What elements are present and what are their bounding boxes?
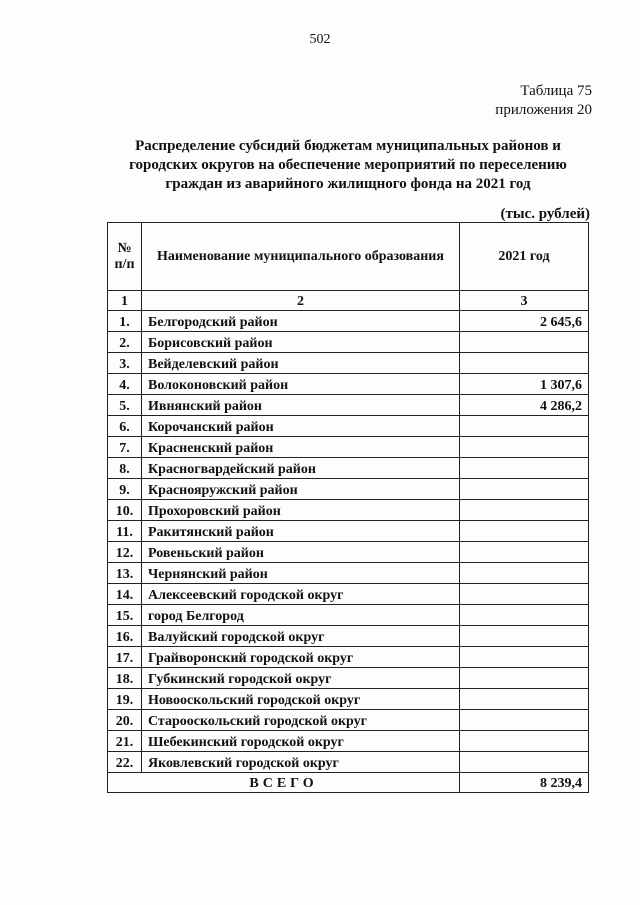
municipality-name: Вейделевский район	[142, 353, 460, 374]
row-number: 14.	[108, 584, 142, 605]
subsidy-value	[460, 668, 589, 689]
header-name: Наименование муниципального образования	[142, 223, 460, 291]
row-number: 11.	[108, 521, 142, 542]
municipality-name: Краснояружский район	[142, 479, 460, 500]
table-row	[108, 353, 589, 374]
subsidy-value	[460, 710, 589, 731]
row-number: 17.	[108, 647, 142, 668]
row-number: 15.	[108, 605, 142, 626]
municipality-name: Новооскольский городской округ	[142, 689, 460, 710]
header-num: № п/п	[108, 223, 142, 291]
row-number: 16.	[108, 626, 142, 647]
table-row	[108, 752, 589, 773]
table-label-line2: приложения 20	[495, 102, 592, 118]
table-row	[108, 521, 589, 542]
table-row	[108, 542, 589, 563]
table-row	[108, 710, 589, 731]
subsidy-value	[460, 479, 589, 500]
municipality-name: Ракитянский район	[142, 521, 460, 542]
table-row	[108, 374, 589, 395]
municipality-name: Яковлевский городской округ	[142, 752, 460, 773]
subsidy-value	[460, 731, 589, 752]
column-number: 1	[108, 291, 142, 311]
subsidy-table	[107, 222, 589, 793]
subsidy-value	[460, 626, 589, 647]
total-label: ВСЕГО	[108, 773, 460, 793]
municipality-name: Шебекинский городской округ	[142, 731, 460, 752]
subsidy-value	[460, 416, 589, 437]
subsidy-value	[460, 500, 589, 521]
table-row	[108, 437, 589, 458]
municipality-name: Грайворонский городской округ	[142, 647, 460, 668]
subsidy-value: 1 307,6	[460, 374, 589, 395]
column-number: 3	[460, 291, 589, 311]
row-number: 12.	[108, 542, 142, 563]
municipality-name: Красненский район	[142, 437, 460, 458]
municipality-name: Белгородский район	[142, 311, 460, 332]
municipality-name: Прохоровский район	[142, 500, 460, 521]
table-row	[108, 689, 589, 710]
subsidy-value: 4 286,2	[460, 395, 589, 416]
municipality-name: Чернянский район	[142, 563, 460, 584]
row-number: 8.	[108, 458, 142, 479]
column-number: 2	[142, 291, 460, 311]
table-row	[108, 626, 589, 647]
table-row	[108, 416, 589, 437]
municipality-name: Красногвардейский район	[142, 458, 460, 479]
row-number: 19.	[108, 689, 142, 710]
subsidy-value	[460, 647, 589, 668]
municipality-name: Старооскольский городской округ	[142, 710, 460, 731]
subsidy-value	[460, 332, 589, 353]
row-number: 21.	[108, 731, 142, 752]
subsidy-value	[460, 563, 589, 584]
table-label-line1: Таблица 75	[520, 83, 592, 99]
row-number: 5.	[108, 395, 142, 416]
subsidy-value	[460, 605, 589, 626]
row-number: 6.	[108, 416, 142, 437]
row-number: 2.	[108, 332, 142, 353]
table-row	[108, 563, 589, 584]
municipality-name: Волоконовский район	[142, 374, 460, 395]
subsidy-value	[460, 542, 589, 563]
total-value: 8 239,4	[460, 773, 589, 793]
subsidy-value	[460, 353, 589, 374]
subsidy-value: 2 645,6	[460, 311, 589, 332]
municipality-name: Корочанский район	[142, 416, 460, 437]
row-number: 7.	[108, 437, 142, 458]
table-row	[108, 395, 589, 416]
municipality-name: Губкинский городской округ	[142, 668, 460, 689]
row-number: 18.	[108, 668, 142, 689]
column-number-row	[108, 291, 589, 311]
row-number: 20.	[108, 710, 142, 731]
municipality-name: город Белгород	[142, 605, 460, 626]
subsidy-value	[460, 437, 589, 458]
table-row	[108, 479, 589, 500]
total-row	[108, 773, 589, 793]
table-label	[495, 82, 592, 120]
table-row	[108, 458, 589, 479]
row-number: 13.	[108, 563, 142, 584]
document-title: Распределение субсидий бюджетам муниципальных районов и городских округов на обеспечение мероприятий по переселению граждан из аварийного жилищного фонда на 2021 год	[129, 138, 567, 192]
subsidy-value	[460, 521, 589, 542]
subsidy-value	[460, 689, 589, 710]
table-row	[108, 500, 589, 521]
municipality-name: Борисовский район	[142, 332, 460, 353]
row-number: 10.	[108, 500, 142, 521]
table-row	[108, 332, 589, 353]
row-number: 3.	[108, 353, 142, 374]
header-row	[108, 223, 589, 291]
row-number: 22.	[108, 752, 142, 773]
subsidy-value	[460, 458, 589, 479]
row-number: 1.	[108, 311, 142, 332]
units-label: (тыс. рублей)	[500, 206, 590, 222]
header-year: 2021 год	[460, 223, 589, 291]
table-row	[108, 731, 589, 752]
page-number: 502	[309, 32, 331, 47]
row-number: 9.	[108, 479, 142, 500]
municipality-name: Валуйский городской округ	[142, 626, 460, 647]
municipality-name: Алексеевский городской округ	[142, 584, 460, 605]
table-row	[108, 647, 589, 668]
municipality-name: Ивнянский район	[142, 395, 460, 416]
table-row	[108, 311, 589, 332]
row-number: 4.	[108, 374, 142, 395]
subsidy-value	[460, 584, 589, 605]
subsidy-value	[460, 752, 589, 773]
table-row	[108, 605, 589, 626]
table-row	[108, 668, 589, 689]
municipality-name: Ровеньский район	[142, 542, 460, 563]
table-row	[108, 584, 589, 605]
